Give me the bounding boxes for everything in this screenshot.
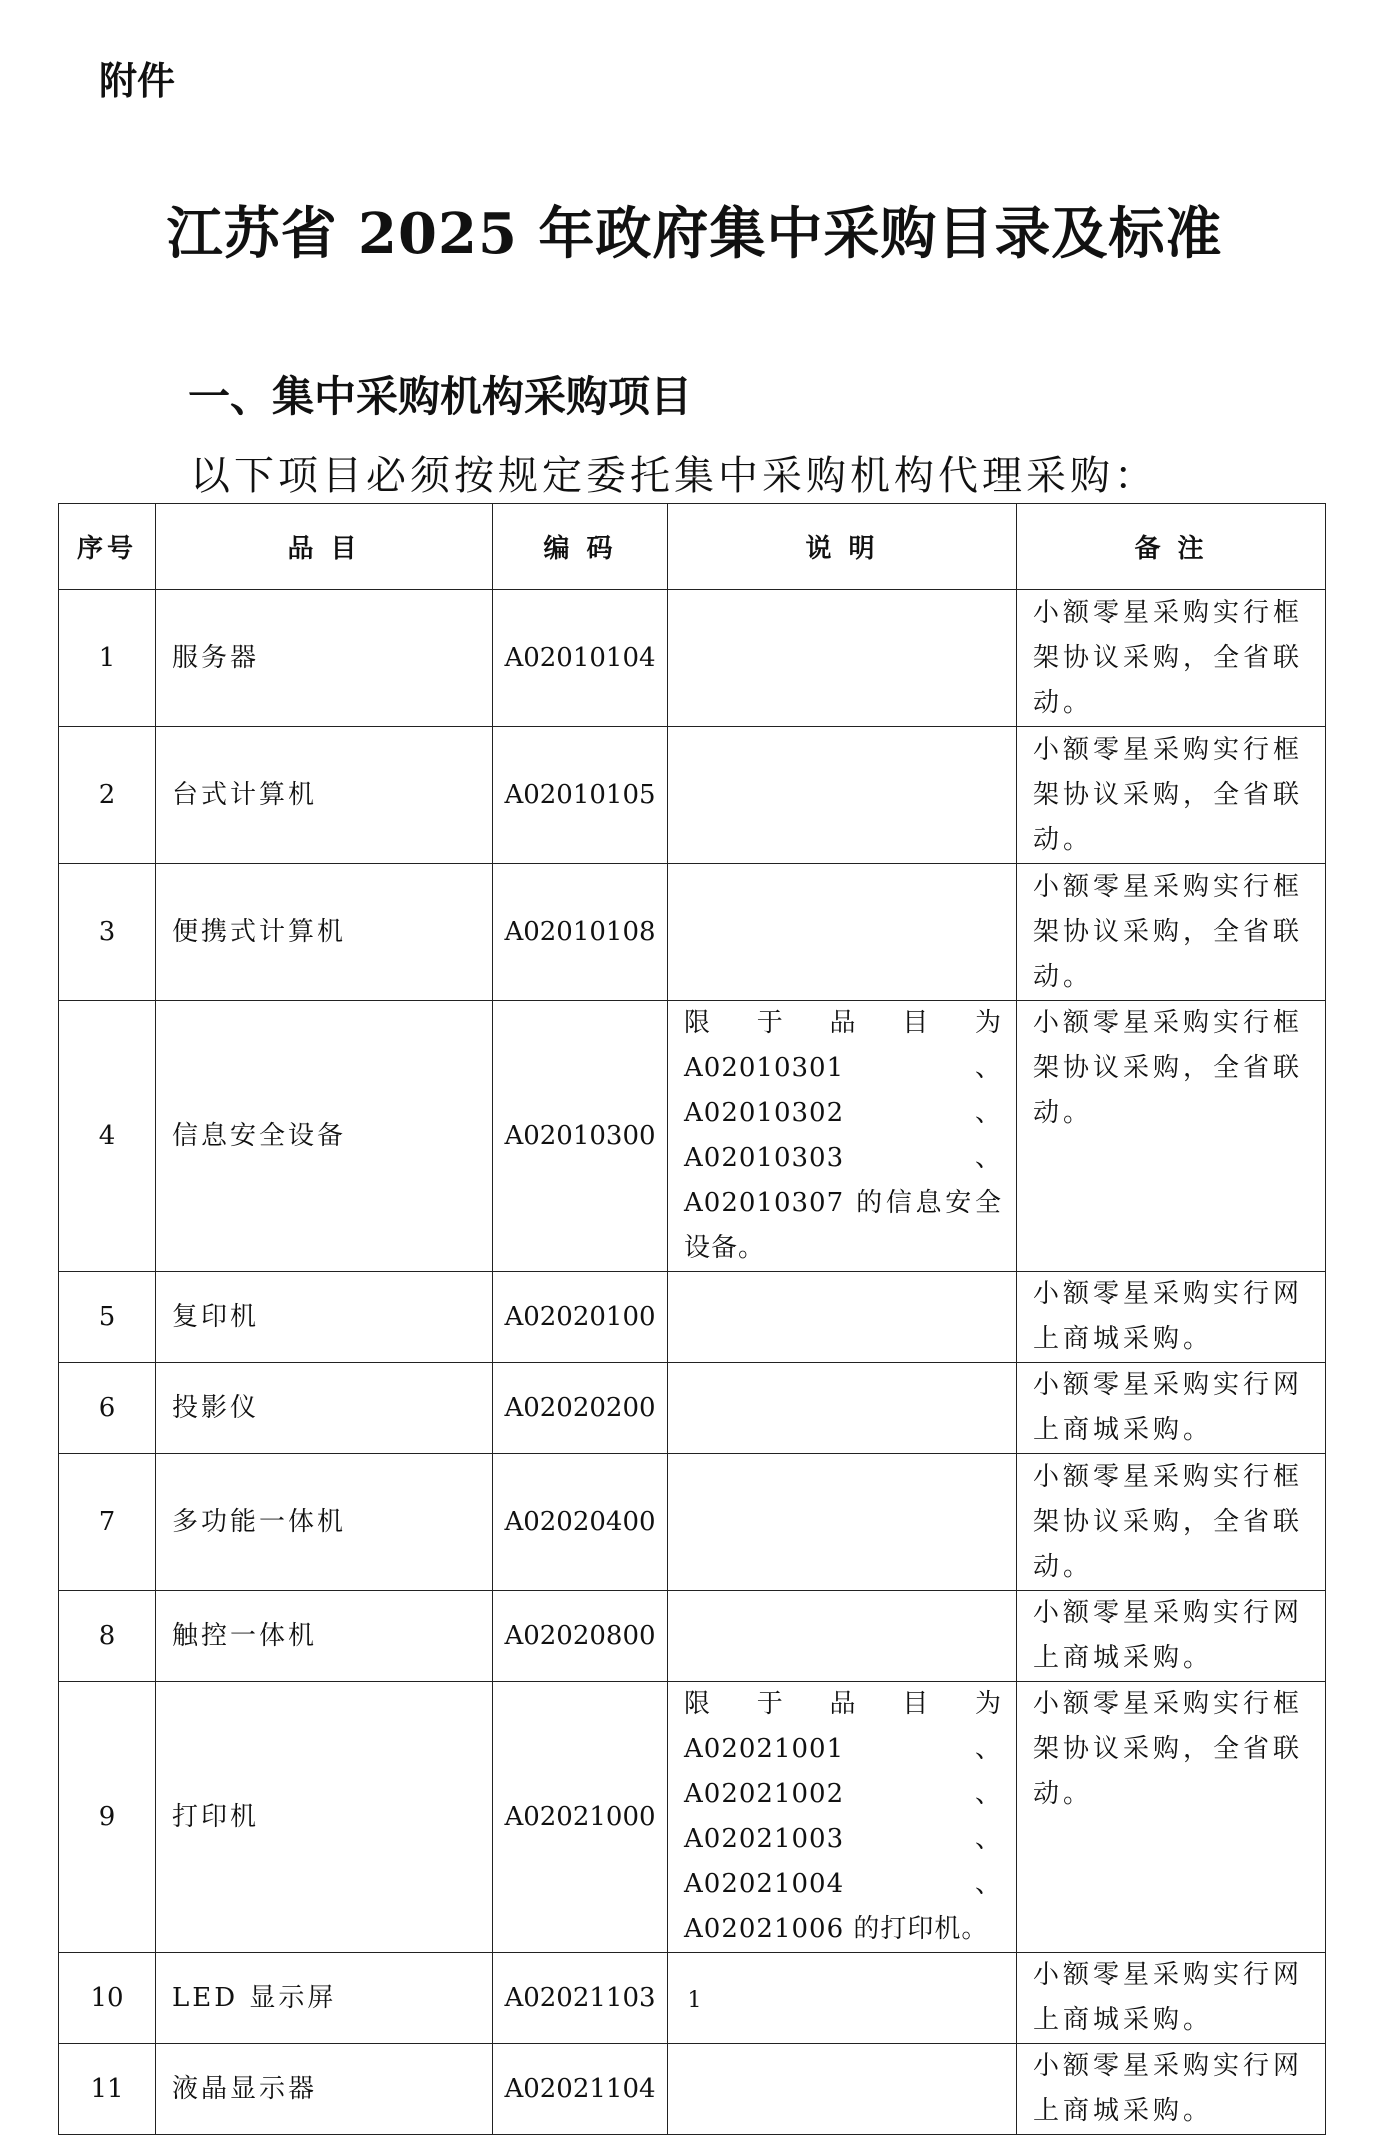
row-index: 3 <box>59 864 156 1001</box>
row-remarks: 小额零星采购实行网上商城采购。 <box>1017 2044 1326 2135</box>
table-row <box>59 590 1326 727</box>
row-remarks: 小额零星采购实行框架协议采购，全省联动。 <box>1017 864 1326 1001</box>
row-index: 1 <box>59 590 156 727</box>
row-description <box>668 727 1017 864</box>
row-code: A02020400 <box>493 1454 668 1591</box>
row-code: A02010104 <box>493 590 668 727</box>
header-remarks: 备 注 <box>1017 504 1326 590</box>
row-item-name: 台式计算机 <box>156 727 493 864</box>
row-index: 9 <box>59 1682 156 1953</box>
row-code: A02020200 <box>493 1363 668 1454</box>
row-index: 11 <box>59 2044 156 2135</box>
row-index: 10 <box>59 1953 156 2044</box>
row-item-name: 触控一体机 <box>156 1591 493 1682</box>
row-code: A02010300 <box>493 1001 668 1272</box>
row-description <box>668 1272 1017 1363</box>
header-index: 序号 <box>59 504 156 590</box>
row-code: A02010108 <box>493 864 668 1001</box>
row-remarks: 小额零星采购实行框架协议采购，全省联动。 <box>1017 727 1326 864</box>
row-remarks: 小额零星采购实行框架协议采购，全省联动。 <box>1017 1454 1326 1591</box>
table-row <box>59 864 1326 1001</box>
row-item-name: 多功能一体机 <box>156 1454 493 1591</box>
row-remarks: 小额零星采购实行网上商城采购。 <box>1017 1272 1326 1363</box>
page-number: 1 <box>687 1988 702 2013</box>
table-row <box>59 1001 1326 1272</box>
table-row <box>59 727 1326 864</box>
header-item: 品 目 <box>156 504 493 590</box>
row-code: A02020100 <box>493 1272 668 1363</box>
row-item-name: LED 显示屏 <box>156 1953 493 2044</box>
row-remarks: 小额零星采购实行框架协议采购，全省联动。 <box>1017 590 1326 727</box>
row-index: 5 <box>59 1272 156 1363</box>
row-description <box>668 590 1017 727</box>
row-code: A02021000 <box>493 1682 668 1953</box>
row-code: A02021104 <box>493 2044 668 2135</box>
row-index: 2 <box>59 727 156 864</box>
table-row <box>59 1454 1326 1591</box>
row-remarks: 小额零星采购实行框架协议采购，全省联动。 <box>1017 1001 1326 1272</box>
row-index: 8 <box>59 1591 156 1682</box>
row-item-name: 打印机 <box>156 1682 493 1953</box>
row-description: 限于品目为 A02010301、A02010302、A02010303、A02010307 的信息安全设备。 <box>668 1001 1017 1272</box>
attachment-label: 附件 <box>99 59 176 103</box>
row-remarks: 小额零星采购实行框架协议采购，全省联动。 <box>1017 1682 1326 1953</box>
section-title: 一、集中采购机构采购项目 <box>188 372 693 421</box>
row-code: A02020800 <box>493 1591 668 1682</box>
row-description <box>668 864 1017 1001</box>
table-row <box>59 1682 1326 1953</box>
row-remarks: 小额零星采购实行网上商城采购。 <box>1017 1591 1326 1682</box>
row-remarks: 小额零星采购实行网上商城采购。 <box>1017 1363 1326 1454</box>
row-item-name: 信息安全设备 <box>156 1001 493 1272</box>
table-row <box>59 2044 1326 2135</box>
document-title: 江苏省 2025 年政府集中采购目录及标准 <box>166 201 1223 267</box>
row-description <box>668 2044 1017 2135</box>
row-item-name: 液晶显示器 <box>156 2044 493 2135</box>
row-index: 7 <box>59 1454 156 1591</box>
table-row <box>59 1272 1326 1363</box>
row-description: 限于品目为 A02021001、A02021002、A02021003、A02021004 、A02021006 的打印机。 <box>668 1682 1017 1953</box>
row-code: A02021103 <box>493 1953 668 2044</box>
row-remarks: 小额零星采购实行网上商城采购。 <box>1017 1953 1326 2044</box>
table-row <box>59 1363 1326 1454</box>
row-index: 6 <box>59 1363 156 1454</box>
table-header-row <box>59 504 1326 590</box>
header-code: 编 码 <box>493 504 668 590</box>
row-description <box>668 1363 1017 1454</box>
row-description <box>668 1454 1017 1591</box>
intro-text: 以下项目必须按规定委托集中采购机构代理采购： <box>190 453 1158 499</box>
header-description: 说 明 <box>668 504 1017 590</box>
row-code: A02010105 <box>493 727 668 864</box>
row-item-name: 便携式计算机 <box>156 864 493 1001</box>
row-item-name: 复印机 <box>156 1272 493 1363</box>
table-row <box>59 1591 1326 1682</box>
row-index: 4 <box>59 1001 156 1272</box>
row-item-name: 投影仪 <box>156 1363 493 1454</box>
row-item-name: 服务器 <box>156 590 493 727</box>
row-description <box>668 1591 1017 1682</box>
procurement-catalog-table <box>58 503 1326 2135</box>
